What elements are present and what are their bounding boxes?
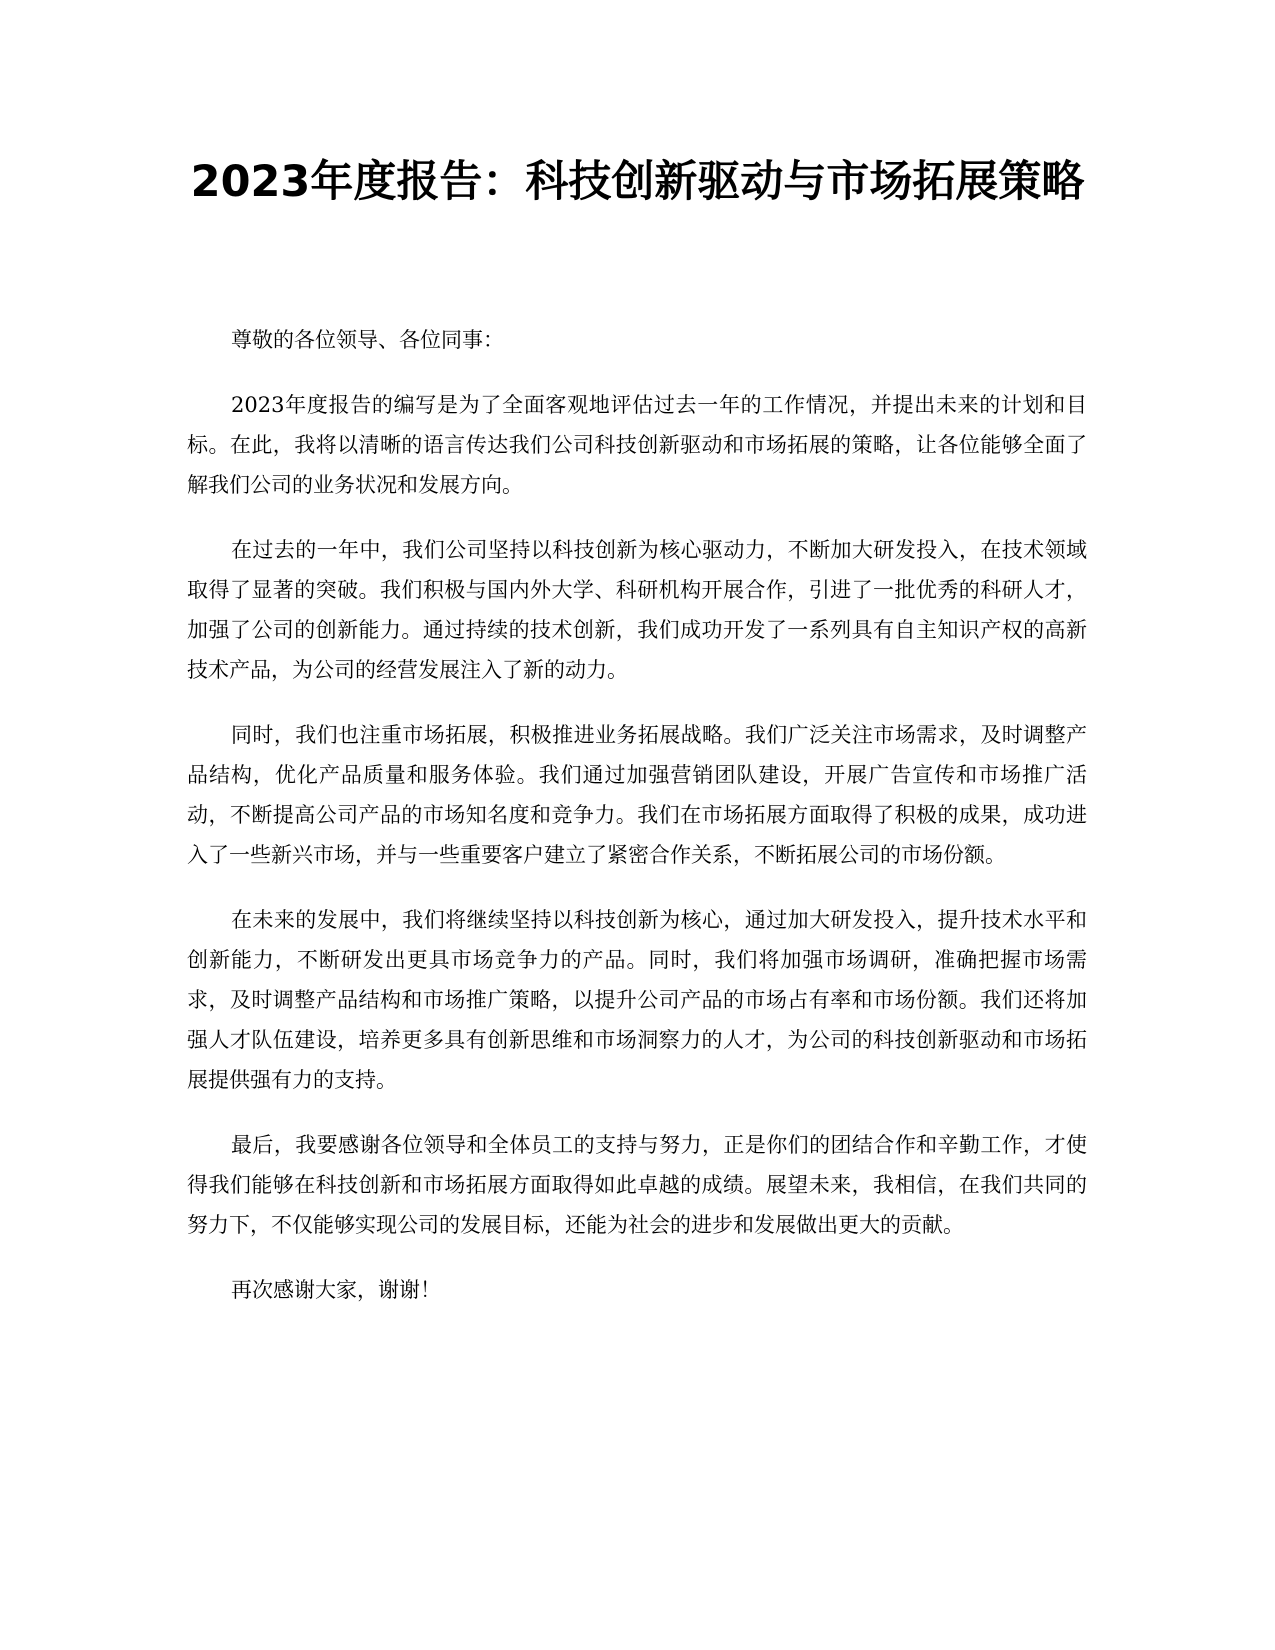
- document-title: 2023年度报告：科技创新驱动与市场拓展策略: [190, 157, 1085, 207]
- salutation-paragraph: 尊敬的各位领导、各位同事：: [231, 328, 504, 352]
- document-body: [187, 320, 1087, 1335]
- thanks-paragraph: 最后，我要感谢各位领导和全体员工的支持与努力，正是你们的团结合作和辛勤工作，才使得我们能够在科技创新和市场拓展方面取得如此卓越的成绩。展望未来，我相信，在我们共同的努力下，不仅能够实现公司的发展目标，还能为社会的进步和发展做出更大的贡献。: [187, 1133, 1087, 1237]
- intro-paragraph: 2023年度报告的编写是为了全面客观地评估过去一年的工作情况，并提出未来的计划和目标。在此，我将以清晰的语言传达我们公司科技创新驱动和市场拓展的策略，让各位能够全面了解我们公司的业务状况和发展方向。: [187, 393, 1087, 497]
- market-expansion-paragraph: 同时，我们也注重市场拓展，积极推进业务拓展战略。我们广泛关注市场需求，及时调整产品结构，优化产品质量和服务体验。我们通过加强营销团队建设，开展广告宣传和市场推广活动，不断提高公司产品的市场知名度和竞争力。我们在市场拓展方面取得了积极的成果，成功进入了一些新兴市场，并与一些重要客户建立了紧密合作关系，不断拓展公司的市场份额。: [187, 723, 1087, 867]
- tech-innovation-paragraph: 在过去的一年中，我们公司坚持以科技创新为核心驱动力，不断加大研发投入，在技术领域取得了显著的突破。我们积极与国内外大学、科研机构开展合作，引进了一批优秀的科研人才，加强了公司的创新能力。通过持续的技术创新，我们成功开发了一系列具有自主知识产权的高新技术产品，为公司的经营发展注入了新的动力。: [187, 538, 1087, 682]
- future-plan-paragraph: 在未来的发展中，我们将继续坚持以科技创新为核心，通过加大研发投入，提升技术水平和创新能力，不断研发出更具市场竞争力的产品。同时，我们将加强市场调研，准确把握市场需求，及时调整产品结构和市场推广策略，以提升公司产品的市场占有率和市场份额。我们还将加强人才队伍建设，培养更多具有创新思维和市场洞察力的人才，为公司的科技创新驱动和市场拓展提供强有力的支持。: [187, 908, 1087, 1092]
- closing-paragraph: 再次感谢大家，谢谢！: [231, 1278, 441, 1302]
